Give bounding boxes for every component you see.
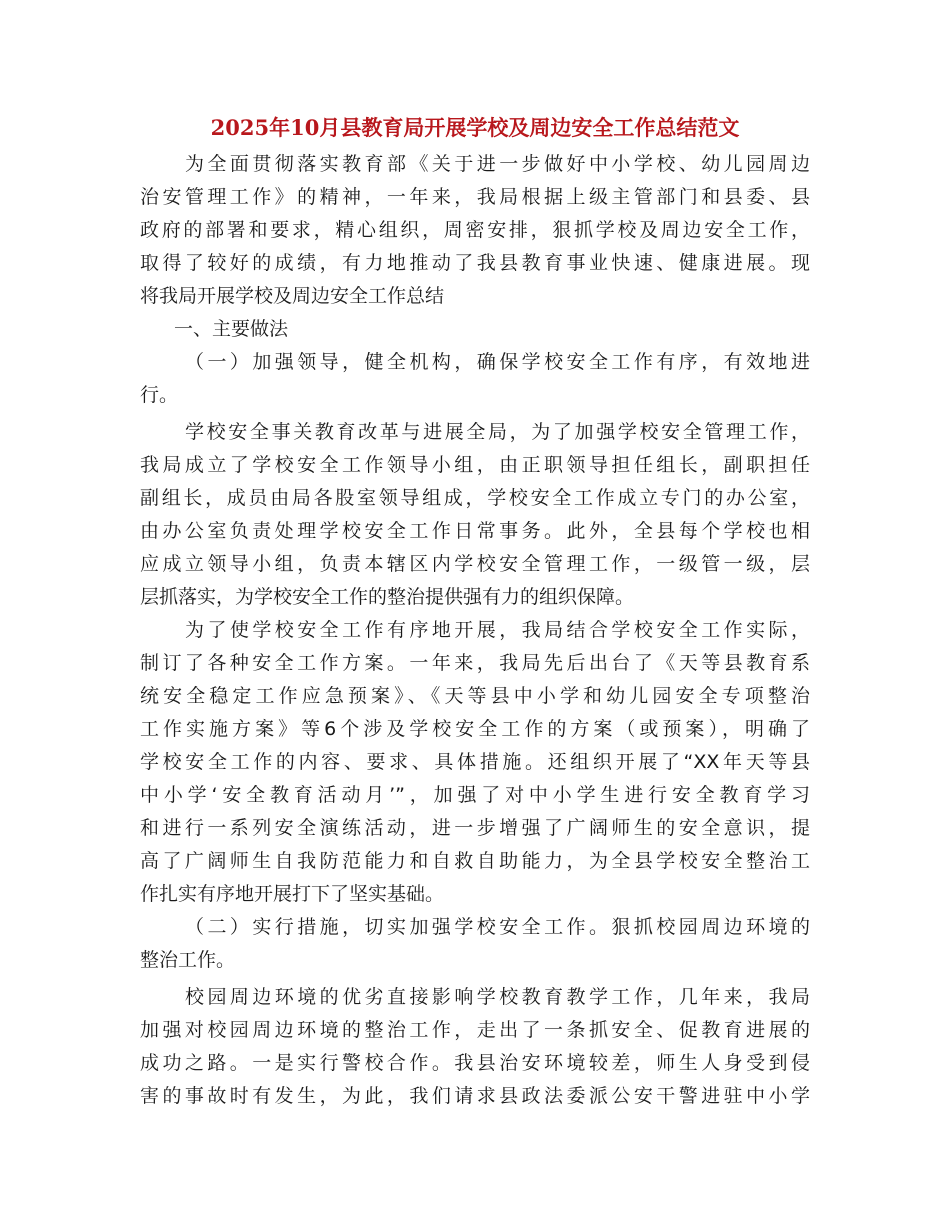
paragraph-line: 统安全稳定工作应急预案》、《天等县中小学和幼儿园安全专项整治: [140, 685, 810, 707]
subsection-heading: （二）实行措施，切实加强学校安全工作。狠抓校园周边环境的: [185, 916, 810, 938]
paragraph-line: 层抓落实，为学校安全工作的整治提供强有力的组织保障。: [140, 586, 635, 608]
paragraph-line: 政府的部署和要求，精心组织，周密安排，狠抓学校及周边安全工作，: [140, 219, 810, 241]
paragraph-line: 由办公室负责处理学校安全工作日常事务。此外，全县每个学校也相: [140, 520, 810, 542]
paragraph-line: 治安管理工作》的精神，一年来，我局根据上级主管部门和县委、县: [140, 186, 810, 208]
paragraph-line: 学校安全工作的内容、要求、具体措施。还组织开展了“XX年天等县: [140, 751, 810, 773]
subsection-heading-continuation: 行。: [140, 384, 179, 406]
paragraph-line: 高了广阔师生自我防范能力和自救自助能力，为全县学校安全整治工: [140, 850, 810, 872]
paragraph-line: 将我局开展学校及周边安全工作总结: [140, 285, 445, 307]
paragraph-line: 学校安全事关教育改革与进展全局，为了加强学校安全管理工作，: [185, 421, 810, 443]
paragraph-line: 制订了各种安全工作方案。一年来，我局先后出台了《天等县教育系: [140, 652, 810, 674]
paragraph-line: 取得了较好的成绩，有力地推动了我县教育事业快速、健康进展。现: [140, 252, 810, 274]
paragraph-line: 加强对校园周边环境的整治工作，走出了一条抓安全、促教育进展的: [140, 1019, 810, 1041]
paragraph-line: 工作实施方案》等6个涉及学校安全工作的方案（或预案），明确了: [140, 718, 810, 740]
paragraph-line: 我局成立了学校安全工作领导小组，由正职领导担任组长，副职担任: [140, 454, 810, 476]
subsection-heading: （一）加强领导，健全机构，确保学校安全工作有序，有效地进: [185, 351, 810, 373]
document-body: [140, 148, 810, 1113]
paragraph-line: 和进行一系列安全演练活动，进一步增强了广阔师生的安全意识，提: [140, 817, 810, 839]
paragraph-line: 应成立领导小组，负责本辖区内学校安全管理工作，一级管一级，层: [140, 553, 810, 575]
section-heading: 一、主要做法: [174, 318, 289, 340]
subsection-heading-continuation: 整治工作。: [140, 949, 236, 971]
paragraph-line: 副组长，成员由局各股室领导组成，学校安全工作成立专门的办公室，: [140, 487, 810, 509]
paragraph-line: 校园周边环境的优劣直接影响学校教育教学工作，几年来，我局: [185, 986, 810, 1008]
document-title: 2025年10月县教育局开展学校及周边安全工作总结范文: [210, 115, 740, 140]
paragraph-line: 为了使学校安全工作有序地开展，我局结合学校安全工作实际，: [185, 619, 810, 641]
paragraph-line: 为全面贯彻落实教育部《关于进一步做好中小学校、幼儿园周边: [185, 153, 810, 175]
paragraph-line: 作扎实有序地开展打下了坚实基础。: [140, 883, 445, 905]
paragraph-line: 中小学‘安全教育活动月’”，加强了对中小学生进行安全教育学习: [140, 784, 810, 806]
paragraph-line: 成功之路。一是实行警校合作。我县治安环境较差，师生人身受到侵: [140, 1052, 810, 1074]
paragraph-line: 害的事故时有发生，为此，我们请求县政法委派公安干警进驻中小学: [140, 1085, 810, 1107]
